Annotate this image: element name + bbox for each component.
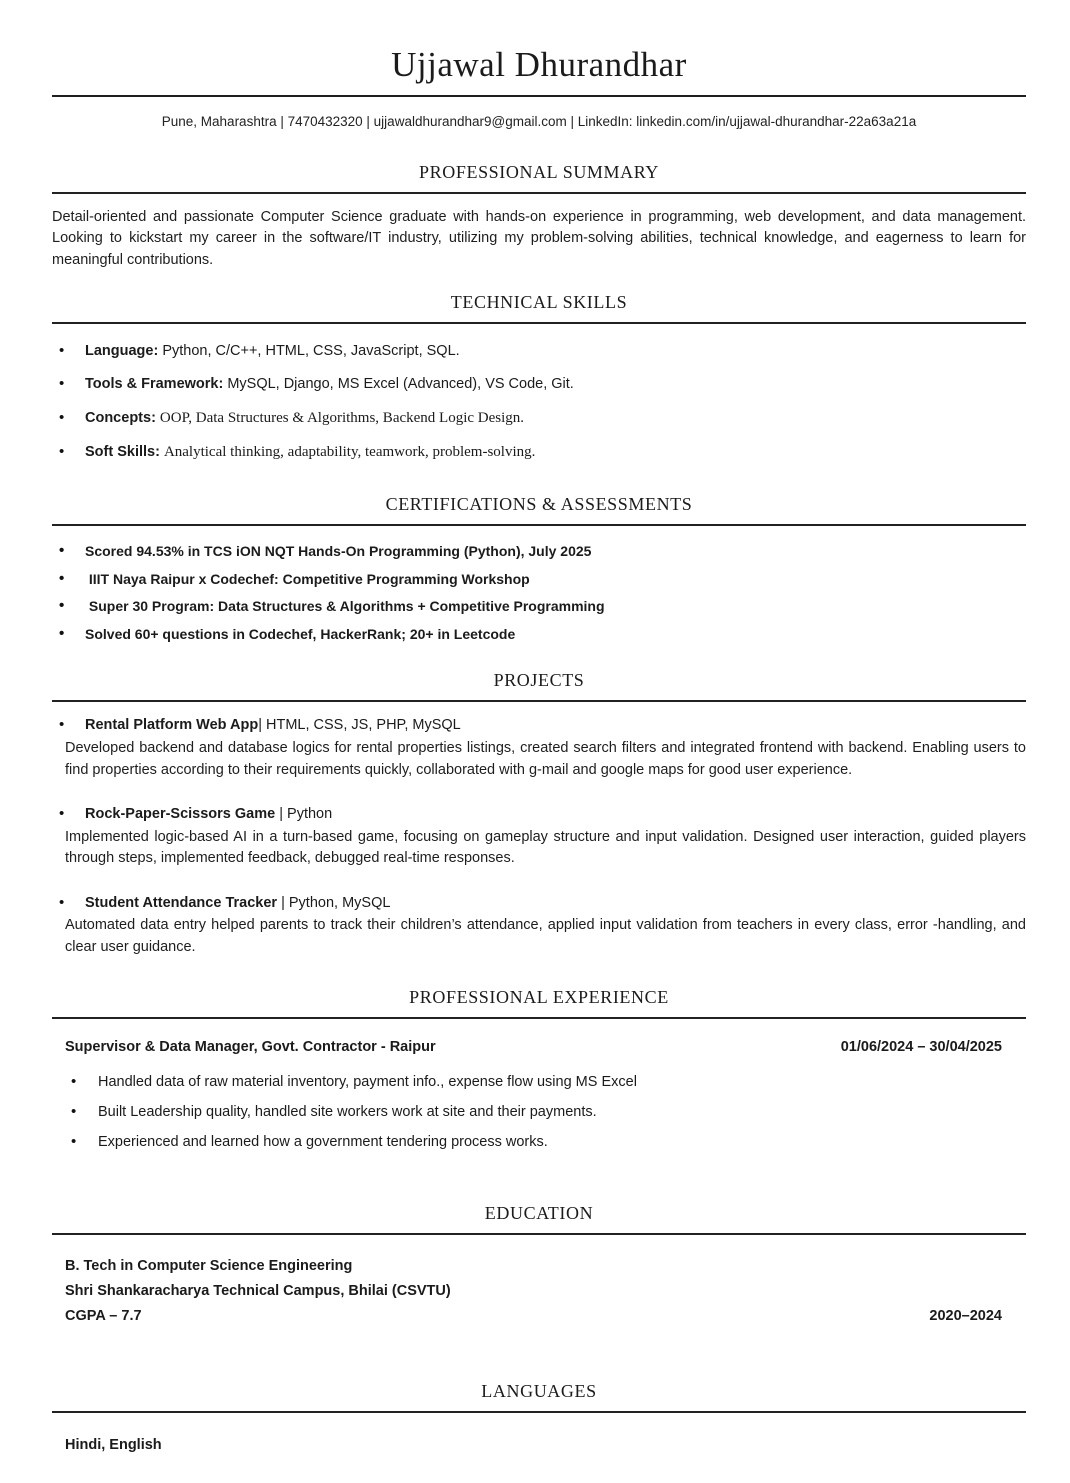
skill-label: Tools & Framework: bbox=[85, 376, 224, 393]
certification-text: Super 30 Program: Data Structures & Algorithms + Competitive Programming bbox=[85, 598, 605, 615]
job-title: Supervisor & Data Manager, Govt. Contractor - Raipur bbox=[65, 1038, 436, 1055]
person-name: Ujjawal Dhurandhar bbox=[391, 45, 687, 84]
skill-label: Concepts: bbox=[85, 409, 156, 426]
certifications-divider bbox=[52, 524, 1026, 526]
project-item bbox=[52, 893, 1026, 959]
section-technical-skills bbox=[52, 292, 1026, 464]
education-degree: B. Tech in Computer Science Engineering bbox=[65, 1257, 353, 1274]
certification-item bbox=[52, 596, 1026, 616]
skill-item bbox=[52, 341, 1026, 362]
education-block bbox=[52, 1254, 1026, 1329]
project-tech: | Python, MySQL bbox=[277, 895, 391, 912]
experience-bullet-list bbox=[52, 1072, 1026, 1153]
certification-text: Solved 60+ questions in Codechef, HackerRank; 20+ in Leetcode bbox=[85, 626, 516, 643]
project-name: Rock-Paper-Scissors Game bbox=[85, 806, 276, 823]
skills-divider bbox=[52, 322, 1026, 324]
skill-value: Analytical thinking, adaptability, teamwork, problem-solving. bbox=[163, 444, 536, 461]
education-heading: EDUCATION bbox=[484, 1202, 594, 1223]
languages-heading: LANGUAGES bbox=[481, 1380, 597, 1401]
section-languages bbox=[52, 1381, 1026, 1453]
projects-heading: PROJECTS bbox=[493, 670, 585, 691]
skill-value: MySQL, Django, MS Excel (Advanced), VS Code, Git. bbox=[227, 376, 574, 393]
education-divider bbox=[52, 1233, 1026, 1235]
project-title-line bbox=[52, 804, 1026, 824]
summary-text: Detail-oriented and passionate Computer Science graduate with hands-on experience in programming, web development, and data management. Looking to kickstart my career in the software/IT industry, utilizing my problem-solving abilities, technical knowledge, and eagerness to learn for meaningful contributions. bbox=[52, 208, 1026, 268]
skills-list bbox=[52, 341, 1026, 464]
projects-list bbox=[52, 715, 1026, 958]
section-certifications bbox=[52, 494, 1026, 645]
contact-line: Pune, Maharashtra | 7470432320 | ujjawaldhurandhar9@gmail.com | LinkedIn: linkedin.com/in/ujjawal-dhurandhar-22a63a21a bbox=[161, 113, 917, 129]
project-item bbox=[52, 804, 1026, 870]
project-title-line bbox=[52, 893, 1026, 913]
project-description: Automated data entry helped parents to track their children’s attendance, applied input validation from teachers in every class, error -handling, and clear user guidance. bbox=[65, 917, 1026, 956]
experience-heading: PROFESSIONAL EXPERIENCE bbox=[409, 986, 669, 1007]
certification-item bbox=[52, 569, 1026, 589]
header-divider bbox=[52, 95, 1026, 97]
section-projects bbox=[52, 670, 1026, 958]
languages-text: Hindi, English bbox=[65, 1436, 162, 1453]
languages-divider bbox=[52, 1411, 1026, 1413]
summary-divider bbox=[52, 192, 1026, 194]
header bbox=[52, 42, 1026, 129]
project-name: Rental Platform Web App bbox=[85, 717, 259, 734]
certification-item bbox=[52, 624, 1026, 644]
experience-bullet: • Built Leadership quality, handled site workers work at site and their payments. bbox=[52, 1102, 1026, 1123]
education-dates: 2020–2024 bbox=[929, 1307, 1002, 1324]
project-description: Developed backend and database logics for rental properties listings, created search filters and integrated frontend with backend. Enabling users to find properties according to their requirements quickly, collaborated with g-mail and google maps for good user experience. bbox=[65, 739, 1026, 778]
education-gpa-row bbox=[65, 1304, 1026, 1329]
job-title-row bbox=[52, 1039, 1026, 1055]
summary-heading: PROFESSIONAL SUMMARY bbox=[419, 161, 659, 182]
certifications-heading: CERTIFICATIONS & ASSESSMENTS bbox=[385, 493, 693, 514]
certification-text: Scored 94.53% in TCS iON NQT Hands-On Programming (Python), July 2025 bbox=[85, 542, 592, 559]
project-description: Implemented logic-based AI in a turn-based game, focusing on gameplay structure and input validation. Designed user interaction, guided players through steps, implemented feedback, debugged real-time responses. bbox=[65, 828, 1026, 867]
skills-heading: TECHNICAL SKILLS bbox=[450, 291, 628, 312]
section-education bbox=[52, 1203, 1026, 1329]
section-professional-summary bbox=[52, 162, 1026, 272]
skill-item bbox=[52, 442, 1026, 464]
certification-text: IIIT Naya Raipur x Codechef: Competitive Programming Workshop bbox=[85, 570, 530, 587]
certifications-list bbox=[52, 541, 1026, 645]
project-tech: | Python bbox=[275, 806, 333, 823]
skill-value: OOP, Data Structures & Algorithms, Backend Logic Design. bbox=[159, 409, 525, 426]
certification-item bbox=[52, 541, 1026, 561]
experience-divider bbox=[52, 1017, 1026, 1019]
skill-value: Python, C/C++, HTML, CSS, JavaScript, SQL. bbox=[162, 342, 460, 359]
job-dates: 01/06/2024 – 30/04/2025 bbox=[840, 1038, 1002, 1055]
experience-bullet: • Experienced and learned how a government tendering process works. bbox=[52, 1132, 1026, 1153]
education-school: Shri Shankaracharya Technical Campus, Bhilai (CSVTU) bbox=[65, 1282, 451, 1299]
project-name: Student Attendance Tracker bbox=[85, 895, 278, 912]
section-professional-experience bbox=[52, 987, 1026, 1153]
projects-divider bbox=[52, 700, 1026, 702]
project-title-line bbox=[52, 715, 1026, 735]
project-tech: | HTML, CSS, JS, PHP, MySQL bbox=[258, 717, 461, 734]
experience-bullet: • Handled data of raw material inventory, payment info., expense flow using MS Excel bbox=[52, 1072, 1026, 1093]
project-item bbox=[52, 715, 1026, 781]
skill-label: Language: bbox=[85, 342, 159, 359]
education-gpa: CGPA – 7.7 bbox=[65, 1307, 142, 1324]
skill-label: Soft Skills: bbox=[85, 444, 160, 461]
skill-item bbox=[52, 408, 1026, 430]
skill-item bbox=[52, 374, 1026, 395]
